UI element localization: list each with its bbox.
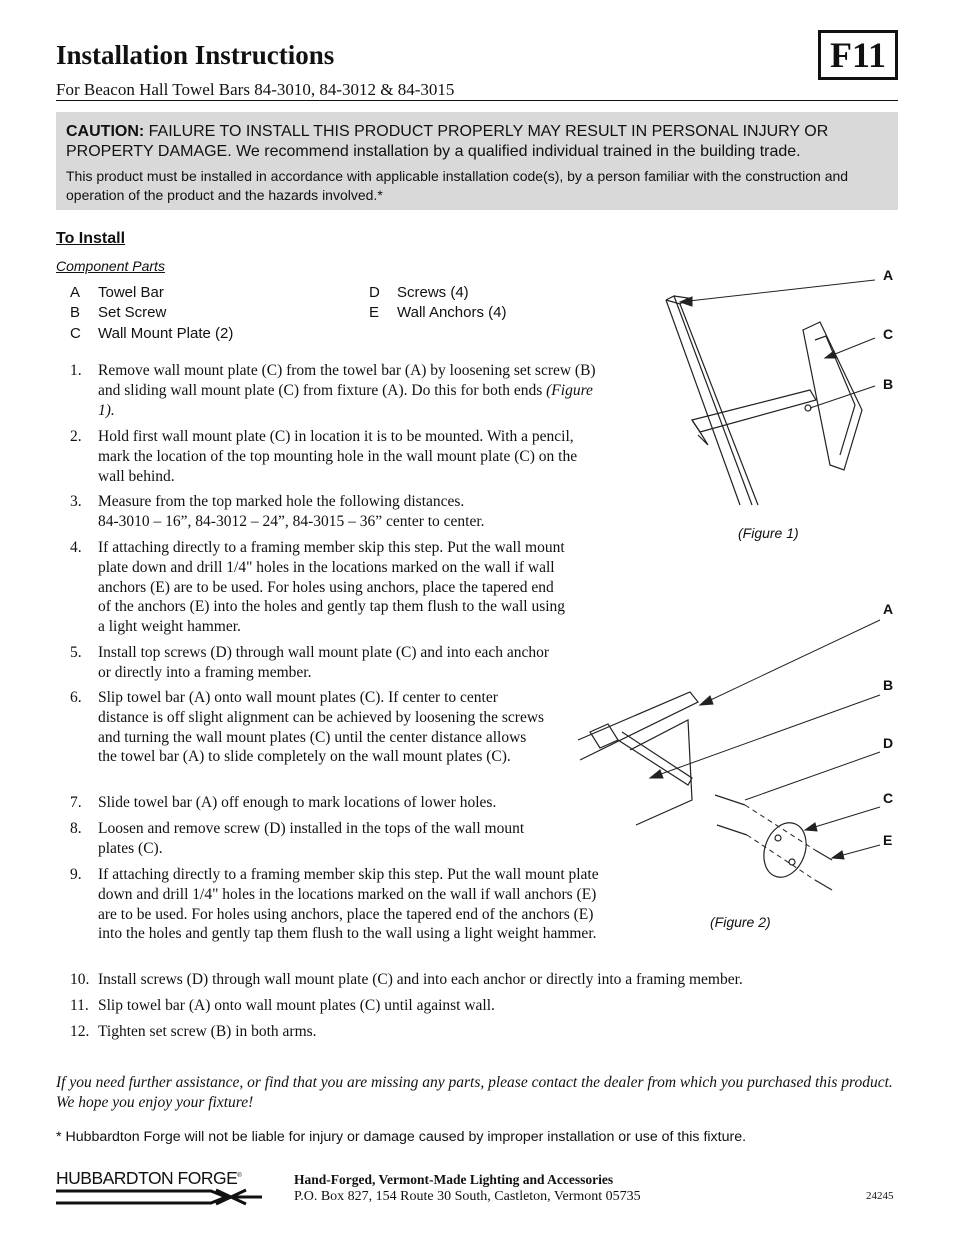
part-letter: C (70, 325, 81, 342)
step-number: 1. (70, 362, 82, 379)
step-number: 8. (70, 820, 82, 837)
hubbardton-forge-logo (56, 1168, 262, 1208)
step-text: Slip towel bar (A) onto wall mount plates (C) until against wall. (98, 997, 495, 1014)
figure-1-caption: (Figure 1) (738, 525, 799, 541)
anchor-bottom (815, 880, 832, 890)
step-text: Slide towel bar (A) off enough to mark locations of lower holes. (98, 794, 497, 811)
step-10 (70, 970, 870, 990)
figure-1-illustration (640, 260, 900, 510)
part-name: Set Screw (98, 304, 167, 321)
step-distances: 84-3010 – 16”, 84-3012 – 24”, 84-3015 – 36” center to center. (98, 512, 485, 530)
towel-bar-arm (692, 390, 816, 432)
towel-bar-end (590, 724, 618, 748)
step-number: 5. (70, 644, 82, 661)
fig1-callout-b: B (883, 376, 894, 392)
step-text: Slip towel bar (A) onto wall mount plates (C). If center to center distance is off slight alignment can be achieved by loosening the screws and turning the wall mount plates (C) until the center distance allows the towel bar (A) to slide completely on the wall mount plates (C). (98, 689, 545, 766)
step-7 (70, 793, 570, 813)
part-name: Wall Anchors (4) (397, 304, 507, 321)
part-letter: A (70, 284, 81, 301)
fig1-callout-a: A (883, 267, 894, 283)
document-number: 24245 (866, 1190, 894, 1202)
towel-bar (578, 692, 698, 760)
step-number: 3. (70, 493, 82, 510)
step-1 (70, 361, 600, 420)
towel-bar-edge (666, 296, 752, 505)
footer-tagline: Hand-Forged, Vermont-Made Lighting and Accessories (294, 1172, 614, 1187)
logo-registered-mark: ® (237, 1173, 242, 1180)
caution-main-text (66, 122, 896, 162)
footer-address: P.O. Box 827, 154 Route 30 South, Castleton, Vermont 05735 (294, 1189, 641, 1204)
step-5 (70, 643, 555, 683)
step-text: If attaching directly to a framing member skip this step. Put the wall mount plate down and drill 1/4" holes in the locations marked on the wall if wall anchors (E) are to be used. For holes using anchors, place the tapered end of the anchors (E) into the holes and gently tap them flush to the wall using a light weight hammer. (98, 539, 566, 636)
part-letter: D (369, 284, 380, 301)
page-title: Installation Instructions (56, 40, 335, 70)
step-text: Hold first wall mount plate (C) in location it is to be mounted. With a pencil, mark the location of the top mounting hole in the wall mount plate (C) on the wall behind. (98, 428, 578, 485)
step-text: Install screws (D) through wall mount plate (C) and into each anchor or directly into a framing member. (98, 971, 743, 988)
closing-note: If you need further assistance, or find that you are missing any parts, please contact the dealer from which you purchased this product. We hope you enjoy your fixture! (56, 1074, 893, 1111)
figure-2-illustration (570, 600, 900, 900)
caution-warning: FAILURE TO INSTALL THIS PRODUCT PROPERLY MAY RESULT IN PERSONAL INJURY OR PROPERTY DAMAGE. We recommend installation by a qualified individual trained in the building trade. (66, 123, 829, 160)
fig2-callout-c: C (883, 790, 894, 806)
caution-sub-text: This product must be installed in accordance with applicable installation code(s), by a person familiar with the construction and operation of the product and the hazards involved.* (66, 168, 849, 203)
logo-wordmark: HUBBARDTON FORGE (56, 1168, 238, 1188)
screw-bottom (717, 825, 747, 835)
part-letter: B (70, 304, 81, 321)
part-letter: E (369, 304, 380, 321)
step-8 (70, 819, 540, 859)
step-number: 10. (70, 971, 90, 988)
part-name: Screws (4) (397, 284, 469, 301)
step-number: 11. (70, 997, 89, 1014)
section-heading: To Install (56, 230, 126, 247)
part-name: Towel Bar (98, 284, 164, 301)
screw-top (715, 795, 745, 805)
step-9 (70, 865, 605, 944)
step-3 (70, 492, 590, 532)
logo-forge-mark-icon (56, 1188, 262, 1206)
step-6 (70, 688, 548, 767)
fig2-callout-a: A (883, 601, 894, 617)
fig2-callout-b: B (883, 677, 894, 693)
liability-disclaimer: * Hubbardton Forge will not be liable for injury or damage caused by improper installation or use of this fixture. (56, 1129, 747, 1145)
step-number: 4. (70, 539, 82, 556)
fig2-callout-e: E (883, 832, 893, 848)
fig2-callout-d: D (883, 735, 894, 751)
document-code: F11 (818, 30, 898, 80)
part-name: Wall Mount Plate (2) (98, 325, 234, 342)
fig1-callout-c: C (883, 326, 894, 342)
wall-mount-plate (757, 817, 814, 883)
step-number: 7. (70, 794, 82, 811)
step-text: Remove wall mount plate (C) from the towel bar (A) by loosening set screw (B) and sliding wall mount plate (C) from fixture (A). Do this for both ends (Figure 1). (98, 362, 596, 419)
step-text: If attaching directly to a framing member skip this step. Put the wall mount plate down and drill 1/4" holes in the locations marked on the wall if wall anchors (E) are to be used. For holes using anchors, place the tapered end of the anchors (E) into the holes and gently tap them flush to the wall using a light weight hammer. (98, 866, 599, 943)
step-number: 12. (70, 1023, 90, 1040)
caution-label: CAUTION: (66, 123, 145, 140)
step-4 (70, 538, 570, 637)
step-text: Measure from the top marked hole the following distances. 84-3010 – 16”, 84-3012 – 24”, 84-3015 – 36” center to center. (98, 493, 485, 530)
header-divider (56, 100, 898, 101)
wall-mount-plate (803, 322, 862, 470)
step-text: Loosen and remove screw (D) installed in the tops of the wall mount plates (C). (98, 820, 525, 857)
figure-reference: (Figure 1). (98, 381, 593, 419)
step-number: 2. (70, 428, 82, 445)
step-text: Install top screws (D) through wall mount plate (C) and into each anchor or directly into a framing member. (98, 644, 550, 681)
step-text: Tighten set screw (B) in both arms. (98, 1023, 317, 1040)
figure-2-caption: (Figure 2) (710, 914, 771, 930)
page-subtitle: For Beacon Hall Towel Bars 84-3010, 84-3012 & 84-3015 (56, 80, 455, 99)
component-parts-heading: Component Parts (56, 258, 165, 274)
step-11 (70, 996, 870, 1016)
anchor-top (815, 850, 832, 860)
step-2 (70, 427, 585, 486)
step-12 (70, 1022, 870, 1042)
step-number: 6. (70, 689, 82, 706)
step-number: 9. (70, 866, 82, 883)
